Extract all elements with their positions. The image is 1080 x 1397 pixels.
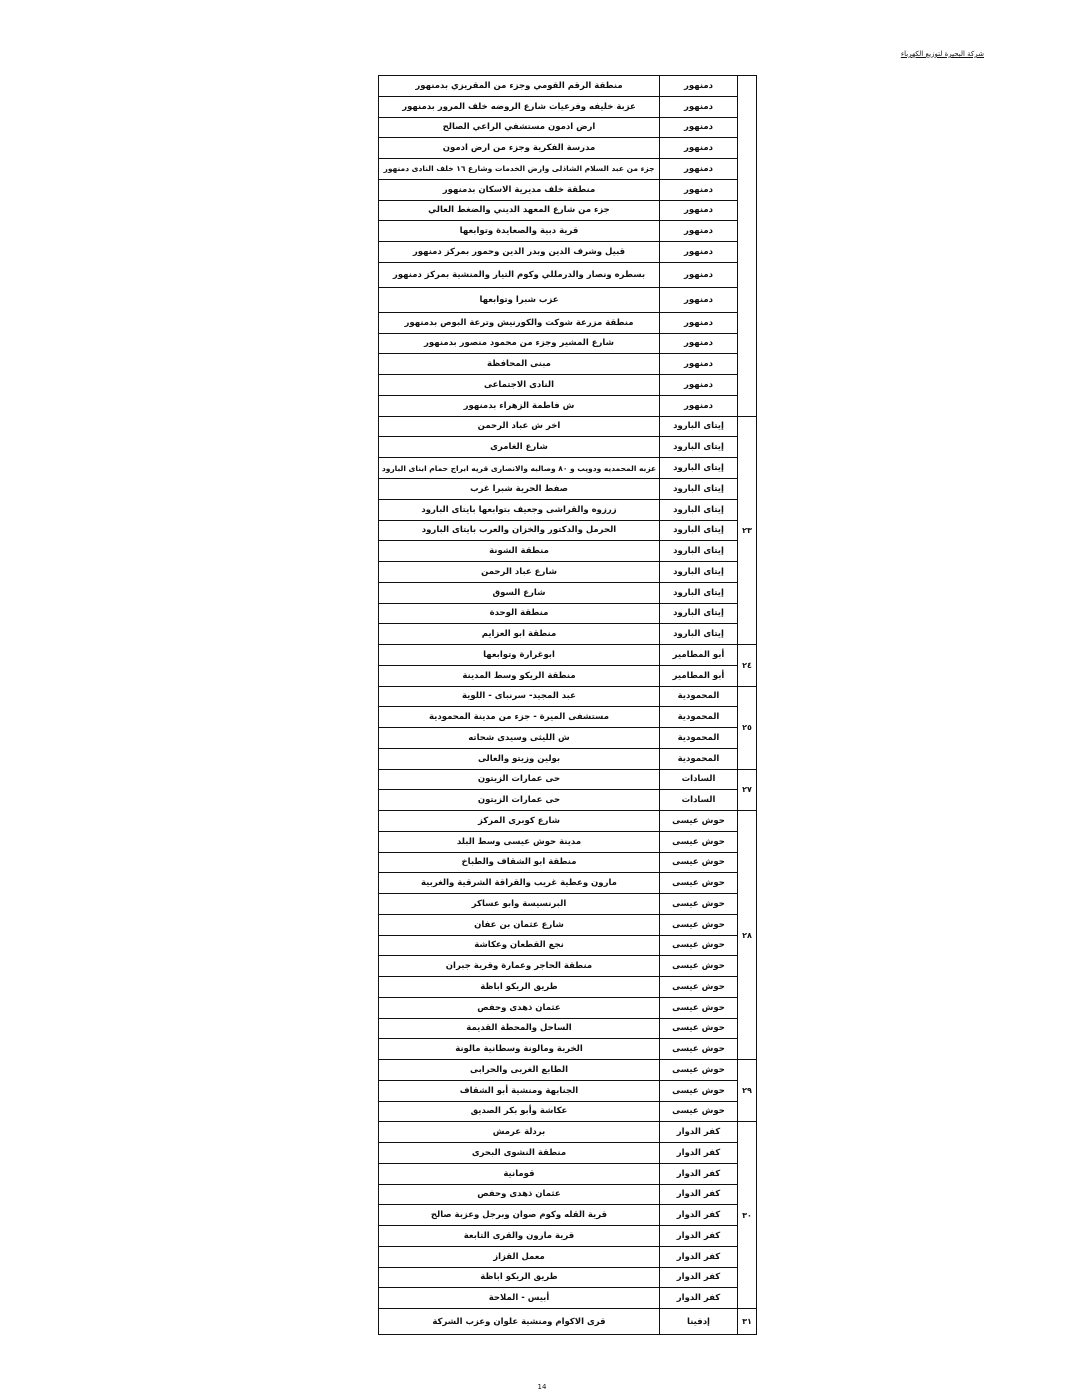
area-cell: شارع السوق: [379, 582, 660, 603]
table-row: [379, 333, 757, 354]
area-cell: عزب شبرا وتوابعها: [379, 287, 660, 312]
city-cell: دمنهور: [660, 200, 738, 221]
table-row: [379, 179, 757, 200]
area-cell: مدينة حوش عيسى وسط البلد: [379, 831, 660, 852]
area-cell: منطقة خلف مديرية الاسكان بدمنهور: [379, 179, 660, 200]
city-cell: السادات: [660, 790, 738, 811]
area-cell: بولين وزيتو والعالى: [379, 748, 660, 769]
table-row: [379, 582, 757, 603]
table-row: [379, 728, 757, 749]
company-header: شركة البحيرة لتوزيع الكهرباء: [900, 50, 984, 58]
area-cell: قرية القله وكوم صوان وبرجل وعزبة صالح: [379, 1205, 660, 1226]
table-row: [379, 138, 757, 159]
city-cell: كفر الدوار: [660, 1246, 738, 1267]
table-row: [379, 437, 757, 458]
table-row: [379, 354, 757, 375]
table-row: [379, 811, 757, 832]
city-cell: كفر الدوار: [660, 1226, 738, 1247]
area-cell: جزء من عبد السلام الشاذلى وارض الخدمات وشارع ١٦ خلف النادى دمنهور: [379, 159, 660, 180]
table-row: [379, 458, 757, 479]
city-cell: حوش عيسى: [660, 1018, 738, 1039]
distribution-table: [378, 75, 757, 1335]
city-cell: دمنهور: [660, 287, 738, 312]
city-cell: إيتاى البارود: [660, 479, 738, 500]
group-number: ٣١: [738, 1309, 757, 1335]
area-cell: مدرسة الفكرية وجزء من ارض ادمون: [379, 138, 660, 159]
area-cell: بردلة عرمش: [379, 1122, 660, 1143]
table-row: [379, 395, 757, 416]
area-cell: قرية دبية والصعايدة وتوابعها: [379, 221, 660, 242]
group-number: ٢٨: [738, 811, 757, 1060]
city-cell: إيتاى البارود: [660, 624, 738, 645]
city-cell: المحمودية: [660, 686, 738, 707]
table-row: [379, 416, 757, 437]
table-row: [379, 914, 757, 935]
city-cell: إيتاى البارود: [660, 562, 738, 583]
area-cell: جزء من شارع المعهد الديني والضغط العالي: [379, 200, 660, 221]
city-cell: حوش عيسى: [660, 1060, 738, 1081]
group-number: ٢٤: [738, 645, 757, 687]
table-row: [379, 1184, 757, 1205]
city-cell: كفر الدوار: [660, 1163, 738, 1184]
table-row: [379, 520, 757, 541]
city-cell: دمنهور: [660, 395, 738, 416]
table-row: [379, 894, 757, 915]
table-row: [379, 1122, 757, 1143]
table-row: [379, 242, 757, 263]
city-cell: حوش عيسى: [660, 852, 738, 873]
area-cell: ابوغرارة وتوابعها: [379, 645, 660, 666]
area-cell: منطقة ابو العزايم: [379, 624, 660, 645]
area-cell: الخربة ومالونة وسطانية مالونة: [379, 1039, 660, 1060]
city-cell: دمنهور: [660, 242, 738, 263]
city-cell: حوش عيسى: [660, 956, 738, 977]
table-row: [379, 790, 757, 811]
city-cell: دمنهور: [660, 96, 738, 117]
city-cell: كفر الدوار: [660, 1267, 738, 1288]
city-cell: المحمودية: [660, 707, 738, 728]
city-cell: دمنهور: [660, 159, 738, 180]
city-cell: كفر الدوار: [660, 1288, 738, 1309]
table-row: [379, 262, 757, 287]
table-row: [379, 769, 757, 790]
area-cell: قرية مارون والقرى التابعة: [379, 1226, 660, 1247]
area-cell: بسطره ونصار والدرمللي وكوم التيار والمنشية بمركز دمنهور: [379, 262, 660, 287]
table-row: [379, 1143, 757, 1164]
area-cell: معمل القزاز: [379, 1246, 660, 1267]
table-row: [379, 1163, 757, 1184]
area-cell: مبنى المحافظة: [379, 354, 660, 375]
table-row: [379, 873, 757, 894]
area-cell: طريق الريكو اباظة: [379, 977, 660, 998]
table-row: [379, 707, 757, 728]
area-cell: النادى الاجتماعى: [379, 375, 660, 396]
table-row: [379, 624, 757, 645]
area-cell: منطقة مزرعة شوكت والكورنيش وترعة البوص بدمنهور: [379, 312, 660, 333]
area-cell: شارع المشير وجزء من محمود منصور بدمنهور: [379, 333, 660, 354]
table-row: [379, 1101, 757, 1122]
area-cell: حى عمارات الزيتون: [379, 790, 660, 811]
area-cell: قبيل وشرف الدين وبدر الدين وحمور بمركز دمنهور: [379, 242, 660, 263]
area-cell: قرى الاكوام ومنشية علوان وعزب الشركة: [379, 1309, 660, 1335]
city-cell: السادات: [660, 769, 738, 790]
area-cell: صفط الحرية شبرا غرب: [379, 479, 660, 500]
city-cell: كفر الدوار: [660, 1122, 738, 1143]
group-number: ٢٩: [738, 1060, 757, 1122]
table-row: [379, 665, 757, 686]
table-row: [379, 221, 757, 242]
table-row: [379, 831, 757, 852]
area-cell: منطقة الريكو وسط المدينة: [379, 665, 660, 686]
area-cell: منطقة الحاجر وعمارة وقرية جبران: [379, 956, 660, 977]
table-row: [379, 1018, 757, 1039]
group-number: ٢٣: [738, 416, 757, 645]
city-cell: حوش عيسى: [660, 977, 738, 998]
area-cell: الساحل والمحطة القديمة: [379, 1018, 660, 1039]
city-cell: دمنهور: [660, 354, 738, 375]
city-cell: إيتاى البارود: [660, 541, 738, 562]
area-cell: ش فاطمة الزهراء بدمنهور: [379, 395, 660, 416]
table-row: [379, 686, 757, 707]
city-cell: إيتاى البارود: [660, 603, 738, 624]
table-row: [379, 1288, 757, 1309]
city-cell: حوش عيسى: [660, 873, 738, 894]
area-cell: حى عمارات الزيتون: [379, 769, 660, 790]
table-row: [379, 977, 757, 998]
table-row: [379, 935, 757, 956]
area-cell: مستشفى الميرة - جزء من مدينة المحمودية: [379, 707, 660, 728]
area-cell: اخر ش عباد الرحمن: [379, 416, 660, 437]
table-row: [379, 287, 757, 312]
city-cell: كفر الدوار: [660, 1143, 738, 1164]
table-row: [379, 117, 757, 138]
area-cell: عزبة خليفه وفرعيات شارع الروضه خلف المرور بدمنهور: [379, 96, 660, 117]
area-cell: مارون وعطية غريب والقراقة الشرقية والغربية: [379, 873, 660, 894]
area-cell: طريق الريكو اباظة: [379, 1267, 660, 1288]
group-number: [738, 76, 757, 417]
table-row: [379, 200, 757, 221]
table-row: [379, 1309, 757, 1335]
city-cell: إيتاى البارود: [660, 416, 738, 437]
area-cell: عزبه المحمديه ودويب و ٨٠ وصالبه والانصارى قريه ابراج حمام ابناى البارود: [379, 458, 660, 479]
city-cell: دمنهور: [660, 375, 738, 396]
area-cell: منطقة الشونة: [379, 541, 660, 562]
group-number: ٢٥: [738, 686, 757, 769]
area-cell: ش الليثى وسيدى شحاته: [379, 728, 660, 749]
city-cell: إيتاى البارود: [660, 520, 738, 541]
city-cell: أبو المطامير: [660, 665, 738, 686]
table-row: [379, 1039, 757, 1060]
table-row: [379, 541, 757, 562]
city-cell: دمنهور: [660, 117, 738, 138]
table-row: [379, 76, 757, 97]
area-cell: شارع كوبرى المركز: [379, 811, 660, 832]
table-row: [379, 1205, 757, 1226]
table-row: [379, 852, 757, 873]
area-cell: منطقة النشوى البحرى: [379, 1143, 660, 1164]
table-row: [379, 997, 757, 1018]
table-row: [379, 562, 757, 583]
area-cell: زرزوه والقراشى وجعيف بتوابعها بايتاى البارود: [379, 499, 660, 520]
city-cell: دمنهور: [660, 312, 738, 333]
area-cell: عكاشة وأبو بكر الصديق: [379, 1101, 660, 1122]
city-cell: دمنهور: [660, 138, 738, 159]
city-cell: حوش عيسى: [660, 831, 738, 852]
table-row: [379, 1226, 757, 1247]
city-cell: حوش عيسى: [660, 914, 738, 935]
page-number: 14: [537, 1383, 547, 1391]
table-row: [379, 1267, 757, 1288]
table-row: [379, 1080, 757, 1101]
city-cell: كفر الدوار: [660, 1184, 738, 1205]
table-row: [379, 1246, 757, 1267]
area-cell: ارض ادمون مستشفي الراعي الصالح: [379, 117, 660, 138]
area-cell: شارع عباد الرحمن: [379, 562, 660, 583]
city-cell: دمنهور: [660, 179, 738, 200]
city-cell: دمنهور: [660, 262, 738, 287]
city-cell: إيتاى البارود: [660, 437, 738, 458]
city-cell: كفر الدوار: [660, 1205, 738, 1226]
area-cell: أبيس - الملاحة: [379, 1288, 660, 1309]
table-row: [379, 603, 757, 624]
city-cell: حوش عيسى: [660, 1101, 738, 1122]
table-row: [379, 748, 757, 769]
table-row: [379, 645, 757, 666]
city-cell: إيتاى البارود: [660, 499, 738, 520]
area-cell: شارع عثمان بن عفان: [379, 914, 660, 935]
city-cell: إيتاى البارود: [660, 458, 738, 479]
city-cell: حوش عيسى: [660, 811, 738, 832]
city-cell: إيتاى البارود: [660, 582, 738, 603]
city-cell: دمنهور: [660, 76, 738, 97]
area-cell: الجنابهة ومنشية أبو الشقاف: [379, 1080, 660, 1101]
city-cell: حوش عيسى: [660, 894, 738, 915]
city-cell: دمنهور: [660, 221, 738, 242]
city-cell: أبو المطامير: [660, 645, 738, 666]
area-cell: قومانية: [379, 1163, 660, 1184]
area-cell: منطقة الرقم القومي وجزء من المقريزي بدمنهور: [379, 76, 660, 97]
table-row: [379, 956, 757, 977]
city-cell: حوش عيسى: [660, 935, 738, 956]
area-cell: نجع القطعان وعكاشة: [379, 935, 660, 956]
area-cell: منطقة الوحدة: [379, 603, 660, 624]
table-row: [379, 312, 757, 333]
table-row: [379, 375, 757, 396]
city-cell: حوش عيسى: [660, 1039, 738, 1060]
table-row: [379, 479, 757, 500]
area-cell: الحرمل والدكتور والخزان والعرب بايتاى البارود: [379, 520, 660, 541]
area-cell: عثمان ذهدى وحفص: [379, 997, 660, 1018]
table-row: [379, 96, 757, 117]
area-cell: عبد المجيد- سرنباى - اللوية: [379, 686, 660, 707]
area-cell: منطقة ابو الشقاف والطباخ: [379, 852, 660, 873]
city-cell: حوش عيسى: [660, 1080, 738, 1101]
area-cell: عثمان ذهدى وحفص: [379, 1184, 660, 1205]
city-cell: إدفينا: [660, 1309, 738, 1335]
city-cell: حوش عيسى: [660, 997, 738, 1018]
group-number: ٣٠: [738, 1122, 757, 1309]
table-row: [379, 1060, 757, 1081]
city-cell: المحمودية: [660, 748, 738, 769]
city-cell: دمنهور: [660, 333, 738, 354]
city-cell: المحمودية: [660, 728, 738, 749]
table-row: [379, 159, 757, 180]
table-row: [379, 499, 757, 520]
group-number: ٢٧: [738, 769, 757, 811]
area-cell: شارع الغامرى: [379, 437, 660, 458]
area-cell: البرنسيسة وابو عساكر: [379, 894, 660, 915]
area-cell: الطابع الغربى والحرابى: [379, 1060, 660, 1081]
